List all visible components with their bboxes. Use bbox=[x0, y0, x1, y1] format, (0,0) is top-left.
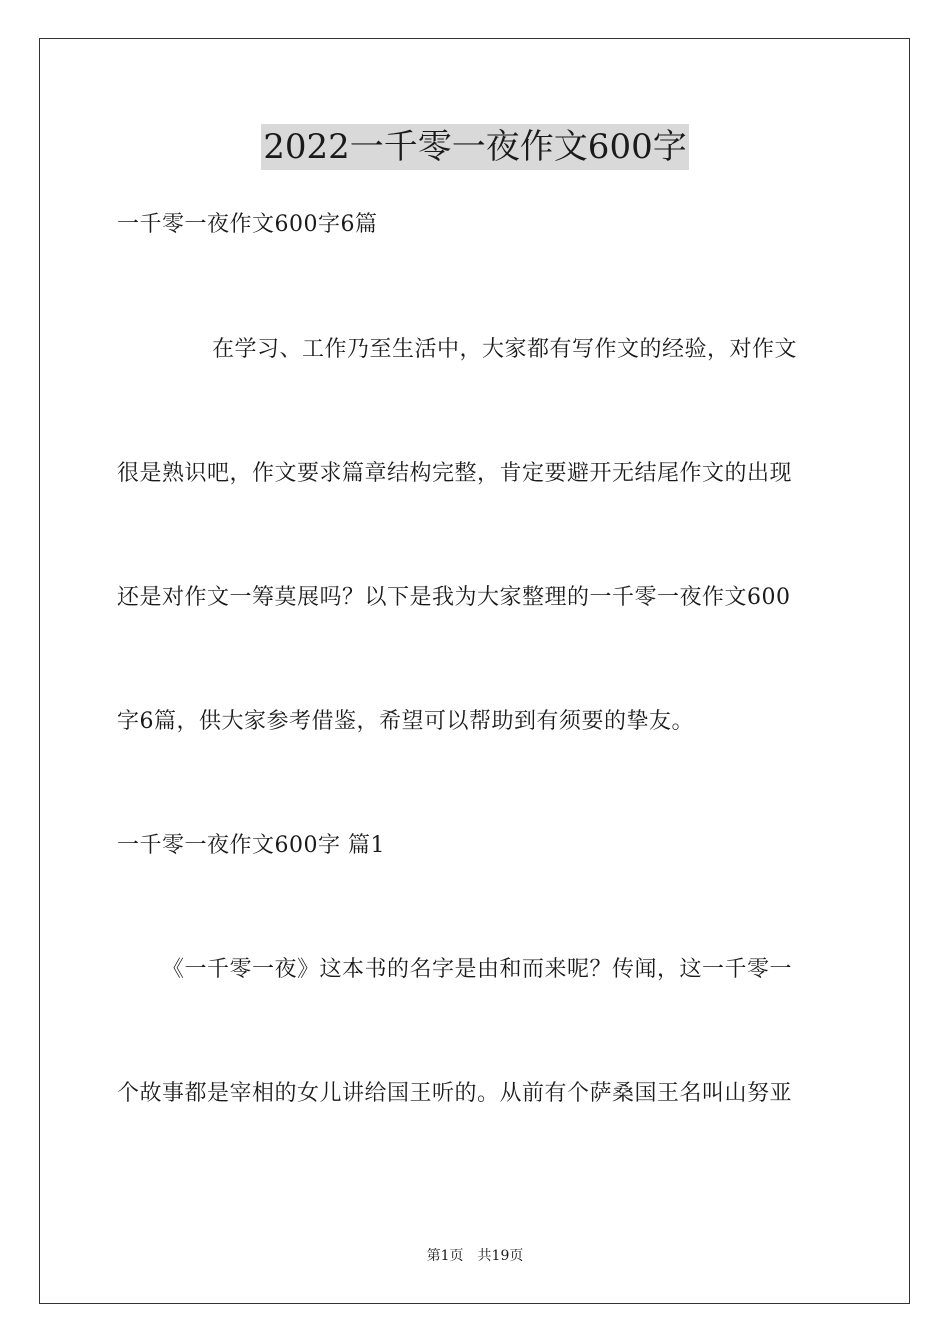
intro-line-2: 很是熟识吧，作文要求篇章结构完整，肯定要避开无结尾作文的出现 bbox=[117, 461, 793, 486]
intro-line-3: 还是对作文一筹莫展吗？以下是我为大家整理的一千零一夜作文600 bbox=[117, 585, 791, 610]
title-container bbox=[0, 124, 950, 170]
body-line-1: 《一千零一夜》这本书的名字是由和而来呢？传闻，这一千零一 bbox=[162, 957, 793, 982]
body-line-2: 个故事都是宰相的女儿讲给国王听的。从前有个萨桑国王名叫山努亚 bbox=[117, 1081, 793, 1106]
document-subtitle: 一千零一夜作文600字6篇 bbox=[117, 212, 378, 237]
intro-line-4: 字6篇，供大家参考借鉴，希望可以帮助到有须要的挚友。 bbox=[117, 709, 694, 734]
section-heading: 一千零一夜作文600字 篇1 bbox=[117, 833, 385, 858]
footer-page-current: 第1页 bbox=[426, 1248, 464, 1264]
document-title: 2022一千零一夜作文600字 bbox=[261, 124, 688, 170]
intro-line-1-text: 在学习、工作乃至生活中，大家都有写作文的经验，对作文 bbox=[212, 337, 798, 362]
footer-page-total: 共19页 bbox=[477, 1248, 524, 1264]
page-footer bbox=[0, 1246, 950, 1266]
intro-line-1 bbox=[212, 335, 837, 365]
